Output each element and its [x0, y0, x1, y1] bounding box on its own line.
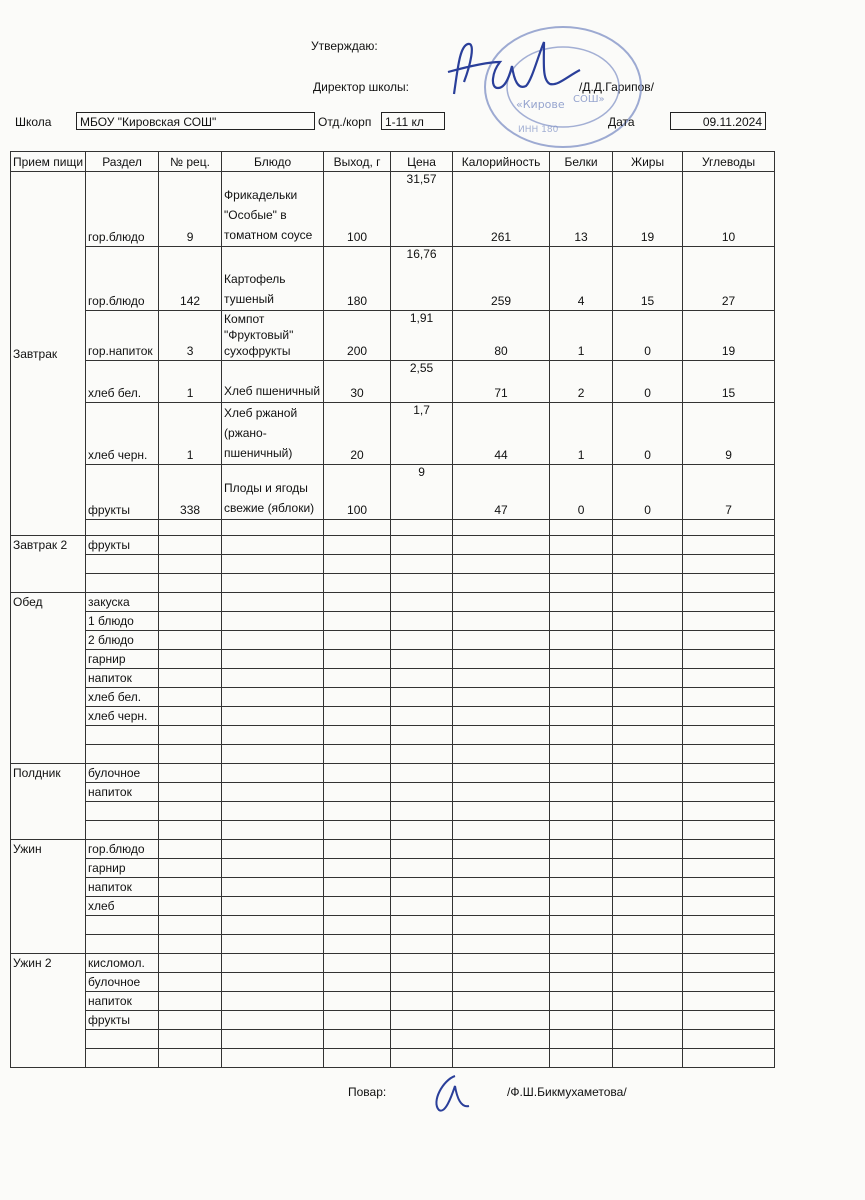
- price-cell: 1,91: [391, 311, 453, 361]
- protein-cell: 4: [550, 247, 613, 311]
- section-cell: гарнир: [86, 650, 159, 669]
- table-row: [11, 802, 775, 821]
- section-cell: [86, 726, 159, 745]
- carbs-cell: 10: [683, 172, 775, 247]
- dish-cell: Хлеб ржаной (ржано-пшеничный): [222, 403, 324, 465]
- table-row: [11, 593, 775, 612]
- table-row: [11, 878, 775, 897]
- protein-cell: 1: [550, 311, 613, 361]
- recipe-cell: 1: [159, 361, 222, 403]
- section-cell: гор.блюдо: [86, 840, 159, 859]
- section-cell: хлеб: [86, 897, 159, 916]
- date-label: Дата: [608, 115, 635, 129]
- col-section: Раздел: [86, 152, 159, 172]
- menu-table: [10, 151, 775, 1068]
- output-cell: 100: [324, 465, 391, 520]
- date-field: 09.11.2024: [670, 112, 766, 130]
- recipe-cell: 3: [159, 311, 222, 361]
- table-header-row: [11, 152, 775, 172]
- section-cell: хлеб бел.: [86, 688, 159, 707]
- section-cell: [86, 1049, 159, 1068]
- table-row: [11, 897, 775, 916]
- table-row: [11, 783, 775, 802]
- section-cell: закуска: [86, 593, 159, 612]
- section-cell: фрукты: [86, 536, 159, 555]
- table-row: [11, 555, 775, 574]
- price-cell: 16,76: [391, 247, 453, 311]
- fat-cell: 0: [613, 465, 683, 520]
- col-recipe: № рец.: [159, 152, 222, 172]
- table-row: [11, 726, 775, 745]
- section-cell: гор.напиток: [86, 311, 159, 361]
- protein-cell: 13: [550, 172, 613, 247]
- table-row: [11, 520, 775, 536]
- table-row: [11, 1049, 775, 1068]
- col-meal: Прием пищи: [11, 152, 86, 172]
- fat-cell: 0: [613, 311, 683, 361]
- table-row: [11, 992, 775, 1011]
- table-row: [11, 247, 775, 311]
- section-cell: хлеб черн.: [86, 403, 159, 465]
- output-cell: 180: [324, 247, 391, 311]
- school-label: Школа: [15, 115, 52, 129]
- fat-cell: 19: [613, 172, 683, 247]
- table-row: [11, 536, 775, 555]
- table-row: [11, 821, 775, 840]
- section-cell: напиток: [86, 669, 159, 688]
- kcal-cell: 80: [453, 311, 550, 361]
- section-cell: [86, 935, 159, 954]
- table-row: [11, 612, 775, 631]
- section-cell: [86, 574, 159, 593]
- section-cell: фрукты: [86, 1011, 159, 1030]
- table-row: [11, 745, 775, 764]
- price-cell: 9: [391, 465, 453, 520]
- table-row: [11, 916, 775, 935]
- output-cell: 100: [324, 172, 391, 247]
- price-cell: 1,7: [391, 403, 453, 465]
- table-row: [11, 669, 775, 688]
- section-cell: 1 блюдо: [86, 612, 159, 631]
- output-cell: 200: [324, 311, 391, 361]
- section-cell: кисломол.: [86, 954, 159, 973]
- protein-cell: 2: [550, 361, 613, 403]
- meal-lunch: Обед: [11, 593, 86, 764]
- svg-text:СОШ»: СОШ»: [573, 94, 605, 105]
- table-row: [11, 764, 775, 783]
- section-cell: булочное: [86, 973, 159, 992]
- price-cell: 31,57: [391, 172, 453, 247]
- recipe-cell: 142: [159, 247, 222, 311]
- section-cell: хлеб бел.: [86, 361, 159, 403]
- table-row: [11, 631, 775, 650]
- cook-label: Повар:: [348, 1085, 387, 1099]
- director-signature: [440, 36, 590, 106]
- output-cell: 30: [324, 361, 391, 403]
- cook-signature: [425, 1068, 485, 1118]
- table-row: [11, 465, 775, 520]
- table-row: [11, 403, 775, 465]
- dish-cell: Картофель тушеный: [222, 247, 324, 311]
- svg-text:«Кирове: «Кирове: [516, 98, 565, 111]
- table-row: [11, 311, 775, 361]
- table-row: [11, 859, 775, 878]
- dept-field: 1-11 кл: [381, 112, 445, 130]
- section-cell: [86, 916, 159, 935]
- cook-name: /Ф.Ш.Бикмухаметова/: [507, 1085, 627, 1099]
- section-cell: хлеб черн.: [86, 707, 159, 726]
- col-price: Цена: [391, 152, 453, 172]
- svg-text:ИНН 180: ИНН 180: [518, 125, 559, 135]
- recipe-cell: 9: [159, 172, 222, 247]
- recipe-cell: 338: [159, 465, 222, 520]
- table-row: [11, 935, 775, 954]
- table-row: [11, 1011, 775, 1030]
- col-dish: Блюдо: [222, 152, 324, 172]
- output-cell: 20: [324, 403, 391, 465]
- meal-dinner2: Ужин 2: [11, 954, 86, 1068]
- section-cell: [86, 802, 159, 821]
- col-fat: Жиры: [613, 152, 683, 172]
- dish-cell: Фрикадельки "Особые" в томатном соусе: [222, 172, 324, 247]
- section-cell: фрукты: [86, 465, 159, 520]
- table-row: [11, 973, 775, 992]
- table-row: [11, 1030, 775, 1049]
- section-cell: напиток: [86, 783, 159, 802]
- table-row: [11, 172, 775, 247]
- carbs-cell: 7: [683, 465, 775, 520]
- carbs-cell: 9: [683, 403, 775, 465]
- kcal-cell: 44: [453, 403, 550, 465]
- protein-cell: 1: [550, 403, 613, 465]
- director-name: /Д.Д.Гарипов/: [579, 80, 655, 94]
- section-cell: 2 блюдо: [86, 631, 159, 650]
- table-row: [11, 954, 775, 973]
- recipe-cell: 1: [159, 403, 222, 465]
- section-cell: гарнир: [86, 859, 159, 878]
- col-output: Выход, г: [324, 152, 391, 172]
- price-cell: 2,55: [391, 361, 453, 403]
- dish-cell: Хлеб пшеничный: [222, 361, 324, 403]
- meal-dinner: Ужин: [11, 840, 86, 954]
- section-cell: гор.блюдо: [86, 247, 159, 311]
- section-cell: [86, 821, 159, 840]
- table-row: [11, 361, 775, 403]
- dept-label: Отд./корп: [318, 115, 372, 129]
- section-cell: напиток: [86, 992, 159, 1011]
- col-carbs: Углеводы: [683, 152, 775, 172]
- protein-cell: 0: [550, 465, 613, 520]
- director-label: Директор школы:: [313, 80, 409, 94]
- table-row: [11, 707, 775, 726]
- section-cell: [86, 555, 159, 574]
- fat-cell: 15: [613, 247, 683, 311]
- fat-cell: 0: [613, 403, 683, 465]
- section-cell: [86, 745, 159, 764]
- meal-breakfast2: Завтрак 2: [11, 536, 86, 593]
- section-cell: булочное: [86, 764, 159, 783]
- col-kcal: Калорийность: [453, 152, 550, 172]
- kcal-cell: 259: [453, 247, 550, 311]
- carbs-cell: 19: [683, 311, 775, 361]
- kcal-cell: 47: [453, 465, 550, 520]
- table-row: [11, 840, 775, 859]
- section-cell: [86, 1030, 159, 1049]
- meal-breakfast: Завтрак: [11, 172, 86, 536]
- kcal-cell: 261: [453, 172, 550, 247]
- meal-snack: Полдник: [11, 764, 86, 840]
- table-row: [11, 650, 775, 669]
- table-row: [11, 688, 775, 707]
- section-cell: напиток: [86, 878, 159, 897]
- fat-cell: 0: [613, 361, 683, 403]
- section-cell: гор.блюдо: [86, 172, 159, 247]
- school-field: МБОУ "Кировская СОШ": [76, 112, 315, 130]
- approve-label: Утверждаю:: [311, 39, 378, 53]
- col-protein: Белки: [550, 152, 613, 172]
- carbs-cell: 27: [683, 247, 775, 311]
- dish-cell: Плоды и ягоды свежие (яблоки): [222, 465, 324, 520]
- table-row: [11, 574, 775, 593]
- kcal-cell: 71: [453, 361, 550, 403]
- dish-cell: Компот "Фруктовый" сухофрукты: [222, 311, 324, 361]
- carbs-cell: 15: [683, 361, 775, 403]
